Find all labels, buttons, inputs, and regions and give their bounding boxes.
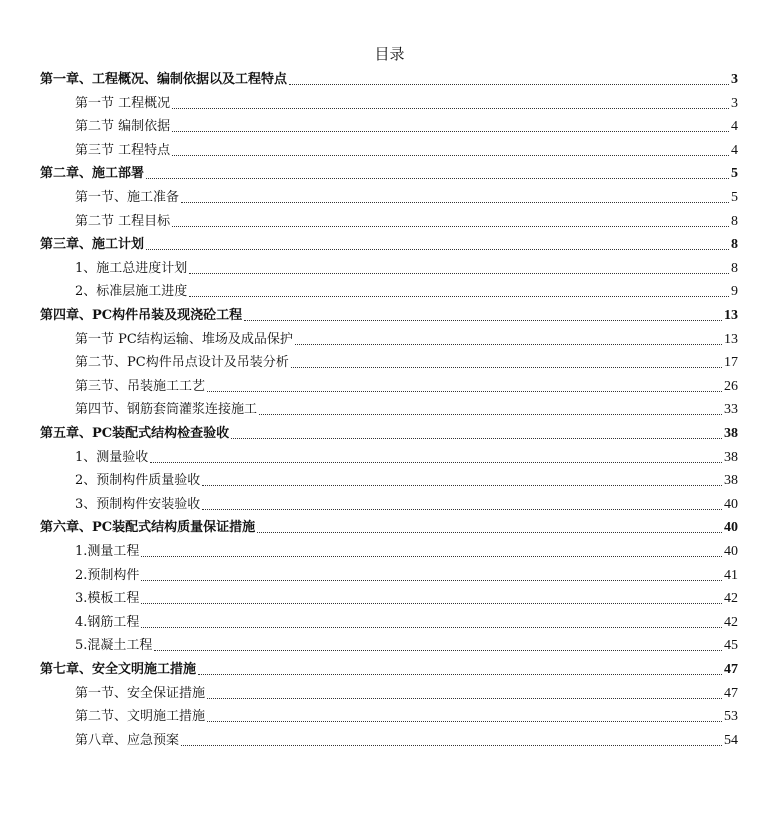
toc-page-number: 3 <box>731 95 738 111</box>
dot-leader <box>141 627 722 628</box>
toc-page-number: 5 <box>731 166 738 182</box>
dot-leader <box>154 650 722 651</box>
dot-leader <box>207 721 722 722</box>
toc-entry-label: 4.钢筋工程 <box>75 614 140 630</box>
toc-section-entry[interactable] <box>75 113 738 135</box>
toc-chapter-entry[interactable] <box>40 231 738 253</box>
toc-section-entry[interactable] <box>75 727 738 749</box>
toc-section-entry[interactable] <box>75 326 738 348</box>
toc-entry-label: 第一节、安全保证措施 <box>75 685 206 701</box>
dot-leader <box>257 532 722 533</box>
dot-leader <box>172 108 729 109</box>
dot-leader <box>172 131 729 132</box>
toc-section-entry[interactable] <box>75 444 738 466</box>
toc-page-number: 38 <box>724 473 738 489</box>
toc-section-entry[interactable] <box>75 184 738 206</box>
dot-leader <box>207 698 722 699</box>
toc-chapter-entry[interactable] <box>40 420 738 442</box>
toc-entry-label: 3、预制构件安装验收 <box>75 496 201 512</box>
toc-entry-label: 第二章、施工部署 <box>40 166 145 182</box>
toc-entry-label: 第三节、吊装施工工艺 <box>75 378 206 394</box>
dot-leader <box>189 273 729 274</box>
toc-page-number: 41 <box>724 567 738 583</box>
toc-section-entry[interactable] <box>75 208 738 230</box>
toc-page-number: 13 <box>724 331 738 347</box>
toc-section-entry[interactable] <box>75 632 738 654</box>
dot-leader <box>202 485 722 486</box>
toc-section-entry[interactable] <box>75 562 738 584</box>
toc-entry-label: 第一节 工程概况 <box>75 95 171 111</box>
toc-entry-label: 第五章、PC装配式结构检查验收 <box>40 426 230 441</box>
toc-section-entry[interactable] <box>75 396 738 418</box>
toc-entry-label: 第一节、施工准备 <box>75 190 180 205</box>
toc-entry-label: 5.混凝土工程 <box>75 638 153 654</box>
toc-page-number: 8 <box>731 237 738 253</box>
dot-leader <box>141 580 722 581</box>
toc-page-number: 33 <box>724 402 738 418</box>
toc-entry-label: 2、标准层施工进度 <box>75 284 188 300</box>
dot-leader <box>295 344 722 345</box>
toc-page-number: 40 <box>724 520 738 536</box>
toc-page-number: 47 <box>724 685 738 701</box>
toc-entry-label: 3.模板工程 <box>75 591 140 607</box>
toc-entry-label: 第一节 PC结构运输、堆场及成品保护 <box>75 331 293 347</box>
toc-page-number: 8 <box>731 213 738 229</box>
toc-entry-label: 第二节 编制依据 <box>75 119 171 135</box>
toc-entry-label: 第三章、施工计划 <box>40 237 145 253</box>
toc-section-entry[interactable] <box>75 373 738 395</box>
toc-section-entry[interactable] <box>75 90 738 112</box>
toc-section-entry[interactable] <box>75 585 738 607</box>
toc-section-entry[interactable] <box>75 680 738 702</box>
toc-page-number: 5 <box>731 190 738 205</box>
toc-section-entry[interactable] <box>75 538 738 560</box>
toc-section-entry[interactable] <box>75 703 738 725</box>
dot-leader <box>244 320 722 321</box>
toc-page-number: 40 <box>724 544 738 559</box>
toc-entry-label: 1、测量验收 <box>75 449 149 465</box>
toc-section-entry[interactable] <box>75 255 738 277</box>
dot-leader <box>198 674 722 675</box>
toc-page-number: 8 <box>731 260 738 276</box>
toc-page-number: 53 <box>724 709 738 725</box>
dot-leader <box>289 84 729 85</box>
toc-page-number: 45 <box>724 638 738 654</box>
toc-page-number: 26 <box>724 378 738 394</box>
dot-leader <box>231 438 722 439</box>
dot-leader <box>189 296 729 297</box>
toc-chapter-entry[interactable] <box>40 160 738 182</box>
toc-entry-label: 第一章、工程概况、编制依据以及工程特点 <box>40 72 288 87</box>
toc-section-entry[interactable] <box>75 278 738 300</box>
toc-chapter-entry[interactable] <box>40 514 738 536</box>
toc-entry-label: 第二节、文明施工措施 <box>75 709 206 725</box>
toc-entry-label: 2、预制构件质量验收 <box>75 473 201 489</box>
toc-section-entry[interactable] <box>75 491 738 513</box>
toc-page-number: 9 <box>731 284 738 300</box>
dot-leader <box>150 462 722 463</box>
dot-leader <box>207 391 722 392</box>
toc-entry-label: 第六章、PC装配式结构质量保证措施 <box>40 520 256 536</box>
dot-leader <box>146 249 729 250</box>
toc-entry-label: 第二节、PC构件吊点设计及吊装分析 <box>75 355 289 371</box>
dot-leader <box>141 603 722 604</box>
dot-leader <box>291 367 722 368</box>
toc-section-entry[interactable] <box>75 137 738 159</box>
toc-title: 目录 <box>374 45 405 63</box>
toc-entry-label: 第四章、PC构件吊装及现浇砼工程 <box>40 308 243 323</box>
toc-entry-label: 1、施工总进度计划 <box>75 260 188 276</box>
dot-leader <box>259 414 722 415</box>
dot-leader <box>172 155 729 156</box>
toc-entry-label: 2.预制构件 <box>75 567 140 583</box>
dot-leader <box>181 745 722 746</box>
toc-chapter-entry[interactable] <box>40 66 738 88</box>
dot-leader <box>181 202 729 203</box>
toc-entry-label: 第三节 工程特点 <box>75 142 171 158</box>
toc-section-entry[interactable] <box>75 349 738 371</box>
toc-chapter-entry[interactable] <box>40 656 738 678</box>
toc-page-number: 4 <box>731 142 738 158</box>
dot-leader <box>141 556 722 557</box>
toc-page-number: 40 <box>724 496 738 512</box>
toc-entry-label: 第八章、应急预案 <box>75 732 180 748</box>
toc-section-entry[interactable] <box>75 609 738 631</box>
toc-page-number: 38 <box>724 426 738 441</box>
toc-entry-label: 第七章、安全文明施工措施 <box>40 662 197 677</box>
toc-entry-label: 1.测量工程 <box>75 544 140 559</box>
toc-page-number: 42 <box>724 591 738 607</box>
toc-page-number: 38 <box>724 449 738 465</box>
toc-page-number: 42 <box>724 614 738 630</box>
dot-leader <box>172 226 729 227</box>
toc-page-number: 54 <box>724 732 738 748</box>
toc-entry-label: 第二节 工程目标 <box>75 213 171 229</box>
toc-page-number: 4 <box>731 119 738 135</box>
toc-page-number: 17 <box>724 355 738 371</box>
toc-page-number: 47 <box>724 662 738 677</box>
toc-entry-label: 第四节、钢筋套筒灌浆连接施工 <box>75 402 258 418</box>
toc-page-number: 13 <box>724 308 738 323</box>
dot-leader <box>146 178 729 179</box>
toc-chapter-entry[interactable] <box>40 302 738 324</box>
dot-leader <box>202 509 722 510</box>
toc-section-entry[interactable] <box>75 467 738 489</box>
toc-page-number: 3 <box>731 72 738 87</box>
